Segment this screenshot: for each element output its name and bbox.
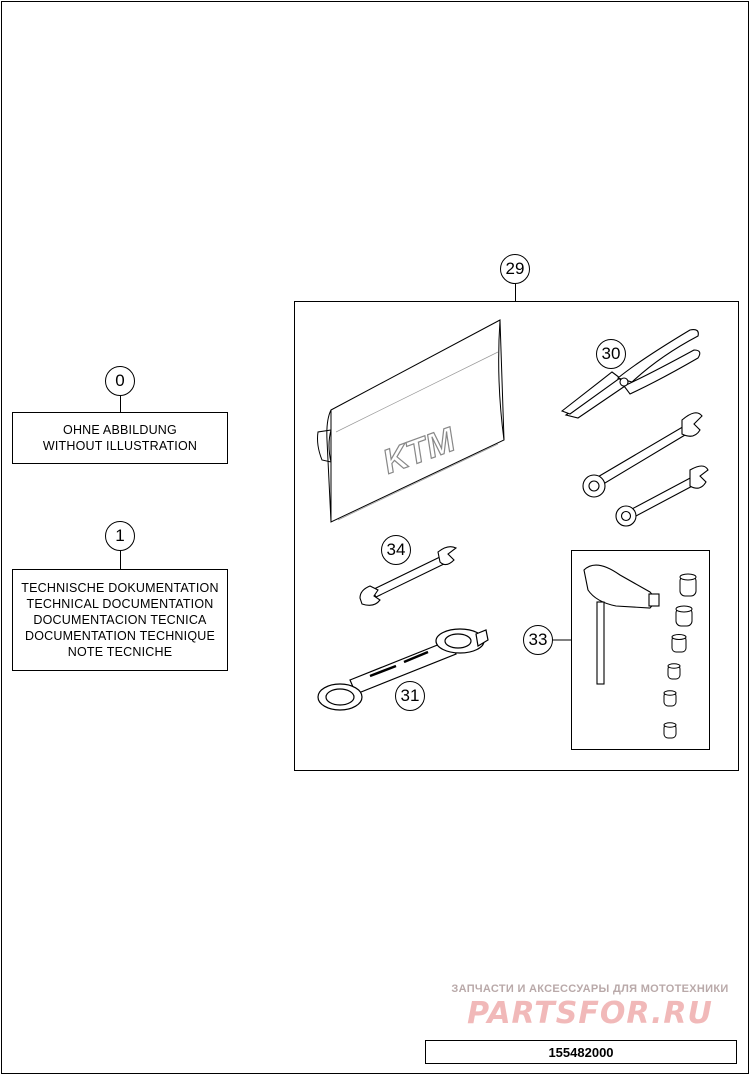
box1-line5: NOTE TECNICHE: [67, 645, 173, 659]
callout-31[interactable]: [395, 681, 425, 711]
part-number-box: [425, 1040, 737, 1064]
callout-30-label: 30: [601, 344, 621, 363]
pliers-icon[interactable]: [562, 330, 700, 418]
part-number: 155482000: [548, 1044, 614, 1060]
callout-0-label: 0: [115, 371, 125, 390]
callout-33-label: 33: [528, 630, 548, 649]
callout-34[interactable]: [381, 535, 411, 565]
callout-34-label: 34: [386, 540, 406, 559]
callout-33[interactable]: [523, 625, 553, 655]
box1-line3: DOCUMENTACION TECNICA: [33, 613, 207, 627]
combination-wrench-icon[interactable]: [616, 466, 708, 526]
callout-1-label: 1: [115, 526, 125, 545]
box1-line4: DOCUMENTATION TECHNIQUE: [24, 629, 216, 643]
watermark-logo: PARTSFOR.RU: [467, 996, 713, 1031]
box0-line2: WITHOUT ILLUSTRATION: [42, 439, 198, 453]
box1-line1: TECHNISCHE DOKUMENTATION: [21, 581, 219, 595]
tool-pouch-icon[interactable]: [318, 320, 505, 522]
callout-29-label: 29: [505, 259, 525, 278]
t-handle-driver-icon[interactable]: [584, 565, 659, 684]
watermark-tagline: ЗАПЧАСТИ И АКСЕССУАРЫ ДЛЯ МОТОТЕХНИКИ: [451, 983, 729, 995]
callout-30[interactable]: [596, 339, 626, 369]
socket-bit-icon[interactable]: [664, 574, 696, 738]
callout-31-label: 31: [400, 686, 420, 705]
box1-line2: TECHNICAL DOCUMENTATION: [26, 597, 214, 611]
box0-line1: OHNE ABBILDUNG: [63, 423, 177, 437]
pouch-logo: KTM: [377, 420, 461, 482]
